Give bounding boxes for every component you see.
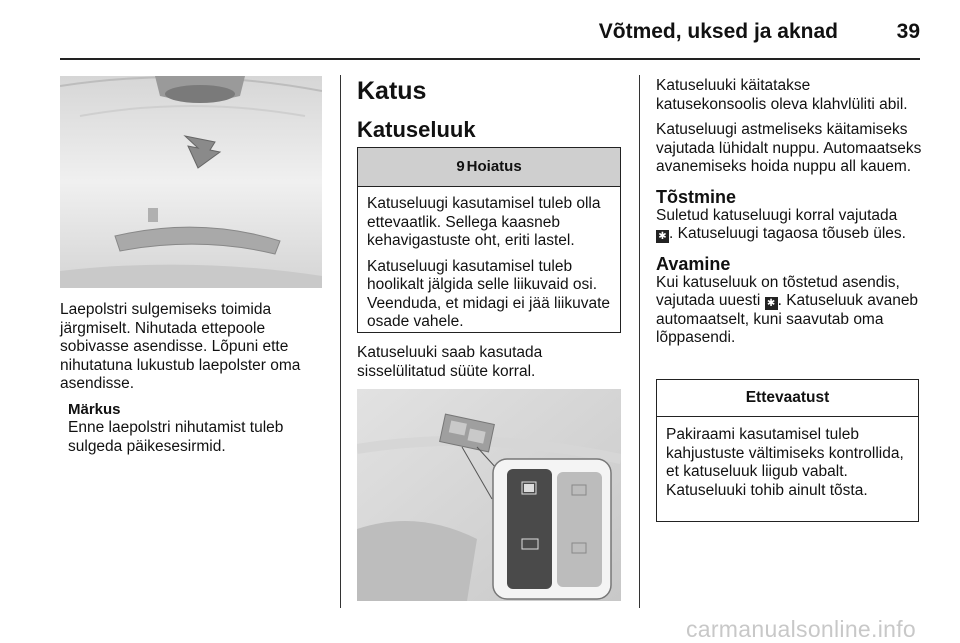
console-paragraph: Katuseluuki käitatakse katusekonsoolis oleva klahvlüliti abil. bbox=[656, 77, 908, 113]
note-text: Enne laepolstri nihutamist tuleb sulgeda päikesesirmid. bbox=[68, 419, 284, 455]
warning-icon: 9 bbox=[456, 157, 465, 175]
watermark: carmanualsonline.info bbox=[685, 616, 916, 642]
note-title: Märkus bbox=[68, 400, 121, 418]
column-divider-1 bbox=[340, 75, 341, 608]
warning-title: Hoiatus bbox=[466, 157, 522, 175]
roof-switch-illustration bbox=[357, 389, 621, 601]
column-divider-2 bbox=[639, 75, 640, 608]
warning-paragraph-2: Katuseluugi kasutamisel tuleb hoolikalt jälgida selle liikuvaid osi. Veenduda, et midagi ei jää liikuvate osade vahele. bbox=[367, 257, 610, 330]
step-paragraph: Katuseluugi astmeliseks käitamiseks vajutada lühidalt nuppu. Automaatseks avanemiseks hoida nuppu all kauem. bbox=[656, 121, 922, 175]
warning-body bbox=[358, 187, 620, 332]
tostmine-text-before: Suletud katuseluugi korral vajutada bbox=[656, 206, 898, 224]
heading-katuseluuk: Katuseluuk bbox=[357, 117, 476, 142]
tostmine-paragraph bbox=[656, 207, 924, 244]
ignition-paragraph: Katuseluuki saab kasutada sisselülitatud süüte korral. bbox=[357, 344, 543, 380]
sunroof-tilt-icon: ✱ bbox=[656, 230, 669, 243]
tostmine-text-after: . Katuseluugi tagaosa tõuseb üles. bbox=[669, 225, 906, 242]
note-block bbox=[68, 401, 322, 457]
caution-body: Pakiraami kasutamisel tuleb kahjustuste vältimiseks kontrollida, et katuseluuk liigub vabalt. Katuseluuki tohib ainult tõsta. bbox=[666, 426, 904, 499]
avamine-text-before: Kui katuseluuk on tõstetud asendis, vajutada uuesti bbox=[656, 273, 900, 309]
page-number: 39 bbox=[896, 20, 920, 43]
column-2-text bbox=[357, 344, 619, 388]
warning-box bbox=[357, 147, 621, 333]
column-3-text bbox=[656, 77, 924, 355]
column-1-text bbox=[60, 301, 322, 456]
section-title: Võtmed, uksed ja aknad bbox=[598, 20, 838, 43]
warning-paragraph-1: Katuseluugi kasutamisel tuleb olla ettevaatlik. Sellega kaasneb kehavigastuste oht, eriti lastel. bbox=[367, 195, 601, 249]
heading-katus: Katus bbox=[357, 77, 427, 105]
warning-header bbox=[358, 148, 620, 187]
header-rule bbox=[60, 58, 920, 60]
headliner-paragraph: Laepolstri sulgemiseks toimida järgmiselt. Nihutada ettepoole sobivasse asendisse. Lõpuni ette nihutatuna lukustub laepolster oma asendisse. bbox=[60, 301, 301, 392]
headliner-illustration bbox=[60, 76, 322, 288]
avamine-title: Avamine bbox=[656, 253, 731, 274]
caution-box bbox=[656, 379, 919, 522]
caution-title: Ettevaatust bbox=[657, 380, 918, 417]
avamine-paragraph bbox=[656, 274, 924, 348]
page-header bbox=[0, 0, 960, 56]
avamine-text-after: . Katuseluuk avaneb automaatselt, kuni saavutab oma lõppasendi. bbox=[656, 292, 919, 346]
tostmine-title: Tõstmine bbox=[656, 186, 737, 207]
sunroof-open-icon: ✱ bbox=[765, 297, 778, 310]
